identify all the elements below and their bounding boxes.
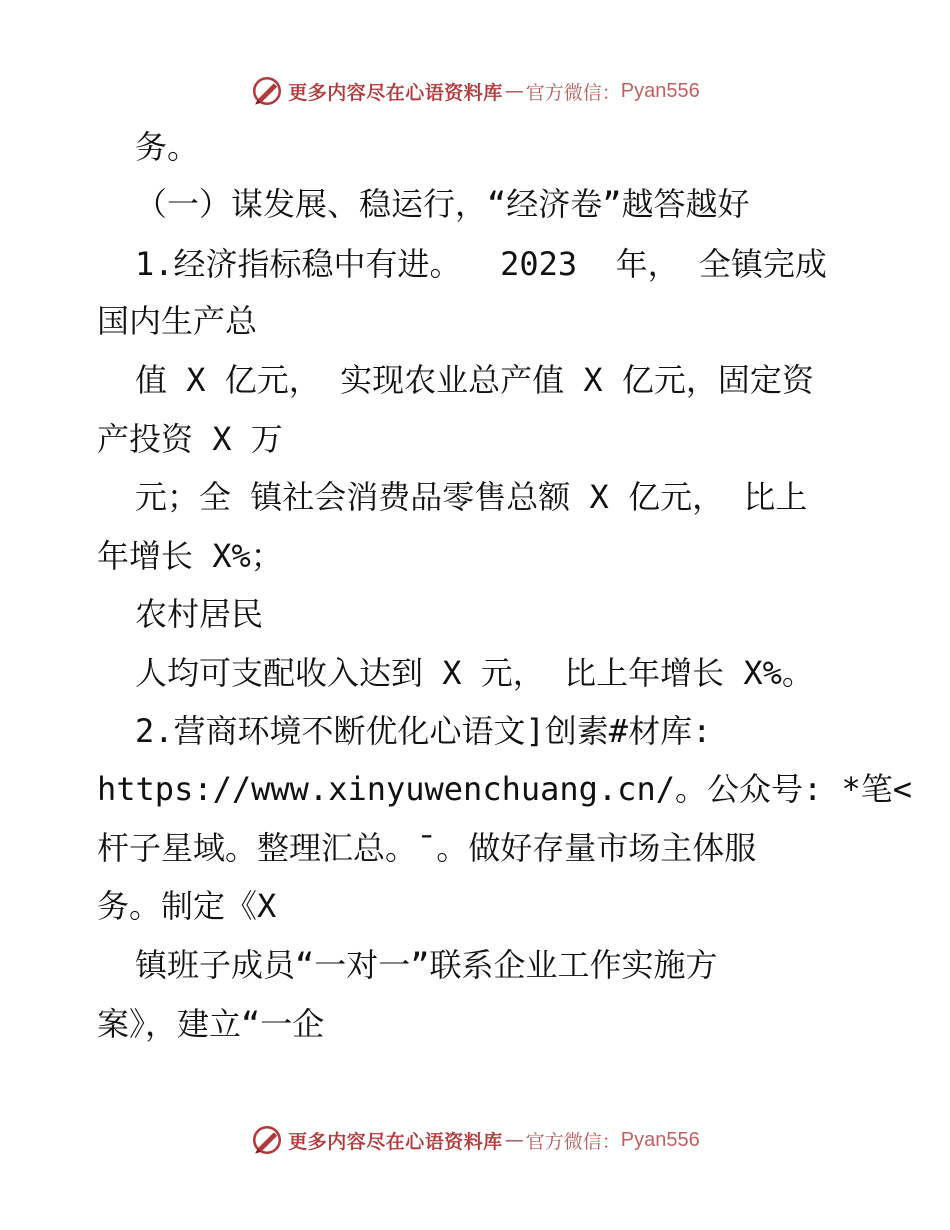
wechat-id: Pyan556 — [620, 79, 700, 102]
wechat-id: Pyan556 — [620, 1128, 700, 1151]
wechat-label: 官方微信： — [525, 81, 621, 104]
text-line: 2.营商环境不断优化心语文]创素#材库: — [135, 712, 712, 750]
watermark-text: 更多内容尽在心语资料库 — [288, 81, 503, 104]
text-line: 元；全 镇社会消费品零售总额 X 亿元， 比上 — [135, 478, 808, 516]
text-line: 镇班子成员“一对一”联系企业工作实施方 — [135, 946, 718, 984]
text-line: （一）谋发展、稳运行，“经济卷”越答越好 — [135, 185, 750, 223]
pen-logo-icon — [250, 74, 284, 108]
watermark-text: 更多内容尽在心语资料库 — [288, 1130, 503, 1153]
pen-logo-icon — [250, 1123, 284, 1157]
text-line: 务。制定《X — [97, 887, 277, 925]
text-line: 国内生产总 — [97, 302, 258, 340]
text-line: 农村居民 — [135, 595, 264, 633]
text-line: 值 X 亿元， 实现农业总产值 X 亿元，固定资 — [135, 361, 814, 399]
footer-watermark — [0, 1120, 950, 1160]
text-line: 1.经济指标稳中有进。 2023 年， 全镇完成 — [135, 245, 827, 283]
text-line: 案》，建立“一企 — [97, 1005, 325, 1043]
text-line: 产投资 X 万 — [97, 420, 283, 458]
text-line: 务。 — [135, 128, 200, 166]
text-line: 年增长 X%； — [97, 537, 283, 575]
text-line: 杆子星域。整理汇总。¯。做好存量市场主体服 — [97, 829, 757, 867]
text-line: https://www.xinyuwenchuang.cn/。公众号: *笔< — [97, 770, 913, 808]
wechat-label: 官方微信： — [525, 1130, 621, 1153]
text-line: 人均可支配收入达到 X 元， 比上年增长 X%。 — [135, 654, 814, 692]
header-watermark — [0, 71, 950, 111]
watermark-separator: — — [504, 80, 524, 102]
watermark-separator: — — [504, 1129, 524, 1151]
